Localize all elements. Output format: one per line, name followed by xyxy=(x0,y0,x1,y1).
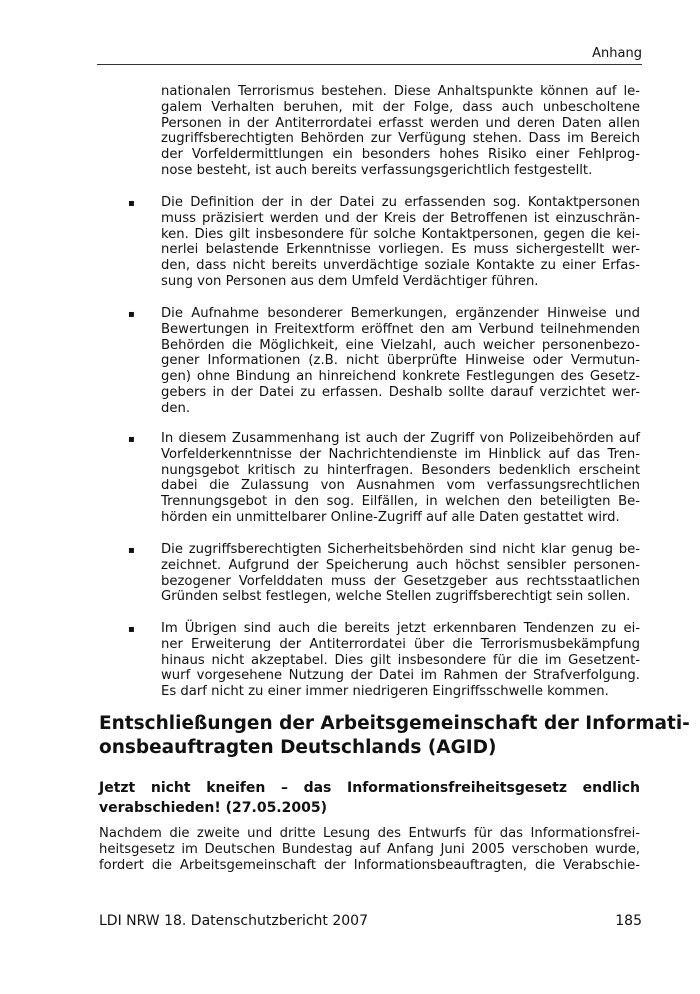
running-header-section: Anhang xyxy=(592,46,642,61)
bullet-marker: ▪ xyxy=(128,309,135,320)
bullet-item-police-access xyxy=(161,431,640,526)
heading-line: onsbeauftragten Deutschlands (AGID) xyxy=(99,737,497,758)
page-number: 185 xyxy=(615,913,642,929)
text-line: galem Verhalten beruhen, mit der Folge, dass auch unbescholtene xyxy=(161,99,640,115)
text-line: In diesem Zusammenhang ist auch der Zugriff von Polizeibehörden auf xyxy=(161,431,640,446)
text-line: nerlei belastende Erkenntnisse vorliegen. Es muss sichergestellt wer- xyxy=(161,242,640,258)
footer-publication: LDI NRW 18. Datenschutzbericht 2007 xyxy=(99,913,368,929)
text-line: Behörden die Möglichkeit, eine Vielzahl, auch weicher personenbezo- xyxy=(161,337,640,353)
text-line: gen) ohne Bindung an hinreichend konkrete Festlegungen des Gesetz- xyxy=(161,369,640,385)
intro-continuation-paragraph xyxy=(161,84,640,179)
bullet-item-free-text xyxy=(161,306,640,417)
text-line: den, dass nicht bereits unverdächtige soziale Kontakte zu einer Erfas- xyxy=(161,258,640,274)
text-line: Trennungsgebot in den sog. Eilfällen, in welchen den beteiligten Be- xyxy=(161,494,640,510)
text-line: Personen in der Antiterrordatei erfasst werden und deren Daten allen xyxy=(161,115,640,131)
subheading-line: Jetzt nicht kneifen – das Informationsfreiheitsgesetz endlich xyxy=(99,780,640,796)
text-line: Die zugriffsberechtigten Sicherheitsbehörden sind nicht klar genug be- xyxy=(161,542,640,557)
text-line: wurf vorgesehene Nutzung der Datei im Rahmen der Strafverfolgung. xyxy=(161,668,640,684)
text-line: Die Aufnahme besonderer Bemerkungen, ergänzender Hinweise und xyxy=(161,306,640,321)
text-line: Vorfelderkenntnisse der Nachrichtendienste im Hinblick auf das Tren- xyxy=(161,446,640,462)
text-line: Nachdem die zweite und dritte Lesung des Entwurfs für das Informationsfrei- xyxy=(99,826,640,841)
text-line: Gründen selbst festlegen, welche Stellen zugriffsberechtigt sein sollen. xyxy=(161,589,631,605)
text-line: ken. Dies gilt insbesondere für solche Kontaktpersonen, gegen die kei- xyxy=(161,226,640,242)
bullet-marker: ▪ xyxy=(128,198,135,209)
bullet-marker: ▪ xyxy=(128,434,135,445)
text-line: Die Definition der in der Datei zu erfassenden sog. Kontaktpersonen xyxy=(161,195,640,210)
text-line: zeichnet. Aufgrund der Speicherung auch höchst sensibler personen- xyxy=(161,557,640,573)
bullet-item-contact-persons xyxy=(161,195,640,290)
text-line: nose besteht, ist auch bereits verfassungsgerichtlich festgestellt. xyxy=(161,162,593,178)
text-line: bezogener Vorfelddaten muss der Gesetzgeber aus rechtsstaatlichen xyxy=(161,573,640,589)
subheading xyxy=(99,778,640,818)
text-line: nungsgebot kritisch zu hinterfragen. Besonders bedenklich erscheint xyxy=(161,462,640,478)
text-line: hinaus nicht akzeptabel. Dies gilt insbesondere für die im Gesetzent- xyxy=(161,652,640,668)
text-line: zugriffsberechtigten Behörden zur Verfügung stehen. Dass im Bereich xyxy=(161,131,640,147)
text-line: muss präzisiert werden und der Kreis der Betroffenen ist einzuschrän- xyxy=(161,210,640,226)
text-line: heitsgesetz im Deutschen Bundestag auf Anfang Juni 2005 verschoben wurde, xyxy=(99,841,640,857)
bullet-marker: ▪ xyxy=(128,624,135,635)
text-line: ner Erweiterung der Antiterrordatei über die Terrorismusbekämpfung xyxy=(161,636,640,652)
heading-line: Entschließungen der Arbeitsgemeinschaft der Informati- xyxy=(99,713,690,734)
header-rule xyxy=(97,64,642,65)
text-line: hörden ein unmittelbarer Online-Zugriff auf alle Daten gestattet wird. xyxy=(161,509,620,525)
text-line: Im Übrigen sind auch die bereits jetzt erkennbaren Tendenzen zu ei- xyxy=(161,621,640,636)
text-line: gebers in der Datei zu erfassen. Deshalb sollte darauf verzichtet wer- xyxy=(161,384,640,400)
bullet-item-extension-tendencies xyxy=(161,621,640,700)
text-line: den. xyxy=(161,400,191,416)
text-line: der Vorfeldermittlungen ein besonders hohes Risiko einer Fehlprog- xyxy=(161,147,640,163)
text-line: dabei die Zulassung von Ausnahmen vom verfassungsrechtlichen xyxy=(161,478,640,494)
section-heading xyxy=(99,712,690,760)
subheading-line: verabschieden! (27.05.2005) xyxy=(99,800,327,816)
text-line: fordert die Arbeitsgemeinschaft der Informationsbeauftragten, die Verabschie- xyxy=(99,857,640,873)
text-line: Bewertungen in Freitextform eröffnet den am Verbund teilnehmenden xyxy=(161,321,640,337)
bullet-item-security-authorities xyxy=(161,542,640,605)
text-line: nationalen Terrorismus bestehen. Diese Anhaltspunkte können auf le- xyxy=(161,84,640,99)
body-paragraph xyxy=(99,826,640,873)
bullet-marker: ▪ xyxy=(128,545,135,556)
text-line: gener Informationen (z.B. nicht überprüfte Hinweise oder Vermutun- xyxy=(161,353,640,369)
text-line: sung von Personen aus dem Umfeld Verdächtiger führen. xyxy=(161,273,539,289)
text-line: Es darf nicht zu einer immer niedrigeren Eingriffsschwelle kommen. xyxy=(161,684,609,700)
